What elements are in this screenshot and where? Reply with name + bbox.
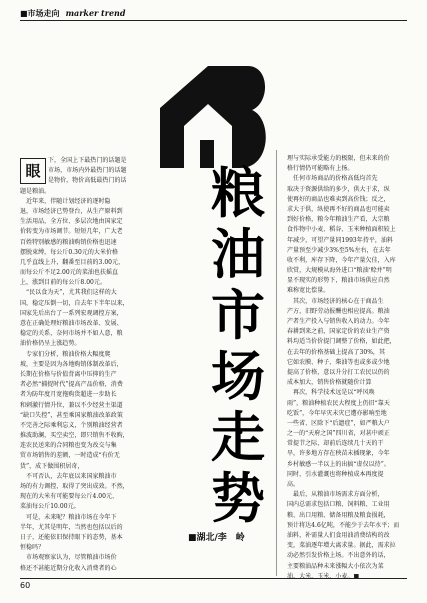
title-char: 油 [211, 223, 265, 286]
text-line: “民以食为天”，尤其我们这样的大 [20, 289, 117, 297]
text-line: 到好价格，粮今年粮油生产看，大宗粮 [287, 216, 390, 224]
text-line: 题是粮油。 [20, 187, 51, 195]
text-line: 显不现实的形势下，粮油市场供应自然 [287, 277, 390, 285]
text-line: 欣赏，大规模从海外进口“粮油‘赊并”明 [287, 267, 392, 275]
text-line: 和刺激行情升位，兼以不少经营主渠道 [20, 401, 123, 409]
text-line: 旱，许多地方存在秧苗未插现象，今年 [287, 450, 390, 458]
text-line: 坡，主要是因为各地购销体制改革后， [20, 360, 123, 368]
text-line: 常提节之际，却前后连续几十天的干 [287, 440, 384, 448]
text-line: 日子，还能依旧保持眼下的态势，基本 [20, 533, 123, 541]
text-line: 价转变为市场调节。短短几年，广大老 [20, 228, 123, 236]
text-line: 春耕到来之前，国家定价的农业生产资 [287, 328, 390, 336]
section-title-en: marker trend [65, 8, 126, 18]
text-line: 油料，补需量人们食用油消费结构的改 [287, 531, 390, 539]
text-line: 连农民送来的合同粮也变为改交与集 [20, 442, 117, 450]
text-line: 国内总需求包括口粮、饲料粮、工业用 [287, 501, 390, 509]
text-line: 粮、出口用粮、储备用粮及粮食损耗， [287, 511, 390, 519]
text-line: 预计将达4.6亿吨，不能少于去年水平；而 [287, 521, 400, 529]
drop-cap: 眼 [20, 158, 46, 184]
author-byline: ■湖北/李 岭 [188, 533, 245, 543]
text-line: 摆脱束缚，每公斤0.30元的大米价格 [20, 248, 119, 256]
text-line: 者必然“捕捉时代”提高产品价格，消费 [20, 381, 123, 389]
text-line: 高。 [287, 481, 300, 488]
text-line: 近年来，伴随计划经济的逐时隐 [20, 197, 111, 205]
text-line: 者为防年度月宽拖购货超进一步助长 [20, 391, 117, 399]
text-line: 市场观察家认为，尽管粮油市场价 [20, 554, 117, 562]
title-char: 走 [211, 406, 265, 469]
text-line: 收不利，库存下降，今年产量欠佳，入库 [287, 256, 396, 264]
text-line: 推波助澜，买空卖空，即只销售不收购， [20, 432, 129, 440]
text-line: 取决于资源供给的多少，供大于求，纵 [287, 185, 390, 193]
text-line: 格行情仍可能略有上扬。 [287, 165, 354, 173]
text-line: 乡村敏感一半以上的出搞“虚仅以待”。 [287, 460, 390, 468]
text-line: 任何市场商品的价格高低均首先 [287, 175, 378, 183]
text-line: 油价格仍呈上涨趋势。 [20, 340, 81, 348]
section-title-cn: ■市场走向 [20, 9, 60, 18]
text-line: 格还不甚能近期分化收入消费者的心 [20, 564, 117, 572]
text-line: 吃饭”，今年早灾未灾已遭亦影响至地 [287, 409, 387, 417]
text-line: 其次，市场经济的核心在于商品生 [287, 297, 384, 305]
text-line: 不完善之际乘利忘义，个别粮油经营者 [20, 421, 123, 429]
text-line: 可是，未来呢？粮油市场在今年下 [20, 513, 117, 521]
text-line: 现在的大米有可能要每公斤4.00元、 [20, 493, 119, 501]
text-line: 雨”，粮油种植农民大程度上仍旧“靠天 [287, 399, 390, 407]
column-divider [276, 150, 277, 576]
house-logo [160, 58, 270, 168]
text-line: 它如农膜、种子、柴油等也或多或少地 [287, 358, 390, 366]
text-line: 成本加大，销售价格就随价计算 [287, 379, 372, 387]
text-line: 场的有力调控，取得了突出成效。不然， [20, 483, 129, 490]
title-char: 粮 [211, 162, 265, 225]
title-char: 市 [211, 284, 265, 347]
article-title [207, 163, 269, 529]
text-line: 提高了价格，意以升分打工农民以仍的 [287, 368, 390, 376]
text-line: 货”，成下做围积居奇， [20, 462, 84, 470]
text-line: 产方，旧野劳动报酬也相应提高。粮油 [287, 307, 390, 315]
footer-rule [20, 578, 407, 579]
text-line: 是物价，物价高低最热门的话 [48, 177, 127, 185]
text-line: 菜油每公斤10.00元。 [20, 503, 80, 511]
page-number: 60 [20, 581, 31, 590]
text-line: 不可否认，去年底以来国家粮油市 [20, 472, 117, 480]
text-line: 使再好的商品也难卖到高价钱；反之， [287, 195, 390, 203]
text-line: 再次，科学技术远是以“呼风唤 [287, 389, 375, 397]
text-line: 国家先后出台了一系列宏观调控方案， [20, 309, 123, 317]
text-line: 稳定的关系，奈何市场并不如人意，粮 [20, 330, 123, 338]
text-line: 动必然引发价格上场。不出意外的话， [287, 552, 390, 560]
text-line: 主要粮油品种未来涨幅大小依次为菜 [287, 562, 384, 570]
text-line: 贸市场销售的差额，一时造成“有价无 [20, 452, 120, 460]
text-line: 半年，尤其是明年，当然也包括以后的 [20, 523, 123, 531]
article-column-left [20, 156, 186, 574]
text-line: 同时，引水灌溉也将种植成本再度提 [287, 470, 384, 478]
text-line: 理与实际承受能力的极限，但未来的价 [287, 155, 390, 162]
text-line: 食作物中小麦、稻谷、玉米种植面积较上 [287, 226, 396, 234]
text-line: “缺口失控”，甚至乘国家粮油改革政策 [20, 411, 123, 419]
text-line: 退，市场经济已势登台，从生产原料到 [20, 207, 123, 215]
text-line: 求大于供，纵使再不好的商品也可能卖 [287, 205, 390, 213]
text-line: 年减少，可望产量同1993年持平，油料 [287, 236, 394, 244]
title-char: 势 [211, 467, 265, 530]
text-line: 而每公斤不足2.00元的菜油也扶摇直 [20, 269, 119, 277]
text-line: 变，菜油逐年增大离求量。据此，需求拉 [287, 542, 396, 550]
title-char: 场 [211, 345, 265, 408]
text-line: 最后，从粮油市场需求方面分析， [287, 491, 384, 499]
text-line: 上，涨到目前的每公斤8.00元。 [20, 279, 106, 287]
text-line: 产量预至少减少3%至5%左右，在去年 [287, 246, 391, 254]
text-line: 料均适当价价提门调整了价格，如此把， [287, 338, 396, 346]
text-line: 恒稳吗？ [20, 544, 45, 552]
text-line: 一些省、区除下“后遗症”，如严粮大户 [287, 419, 390, 427]
section-header [20, 8, 125, 19]
text-line: 几乎直线上升，翻番至目前的3.00元， [20, 258, 125, 266]
text-line: 下，全国上下最热门的话题是 [48, 157, 127, 164]
text-line: 油、大米、玉米、小麦。■ [287, 572, 360, 580]
text-line: 难称宽比偿量。 [287, 287, 330, 295]
text-line: 在去年的价格基础上提高了30%，其 [287, 348, 386, 356]
text-line: 长期在价格与价值背离中压抑的生产 [20, 370, 117, 378]
text-line: 市场，市场内外最热门的话题 [48, 167, 127, 175]
text-line: 专家们分析，粮油价格大幅度爬 [20, 350, 111, 358]
text-line: 国，稳定压倒一切，自去年下半年以来， [20, 299, 129, 307]
text-line: 之一的“天府之国”四川省，对甚中顽正 [287, 430, 390, 438]
text-line: 生活用品，全方位、多层次地由国家定 [20, 218, 123, 226]
article-column-right [287, 154, 411, 582]
text-line: 百姓特别敏感的粮油购销价格也迅速 [20, 238, 117, 246]
header-rule [20, 20, 407, 21]
text-line: 产者生产投入与销售收入的动力。今年 [287, 318, 390, 325]
text-line: 意在正确处理好粮油市场改革、发展、 [20, 320, 123, 327]
